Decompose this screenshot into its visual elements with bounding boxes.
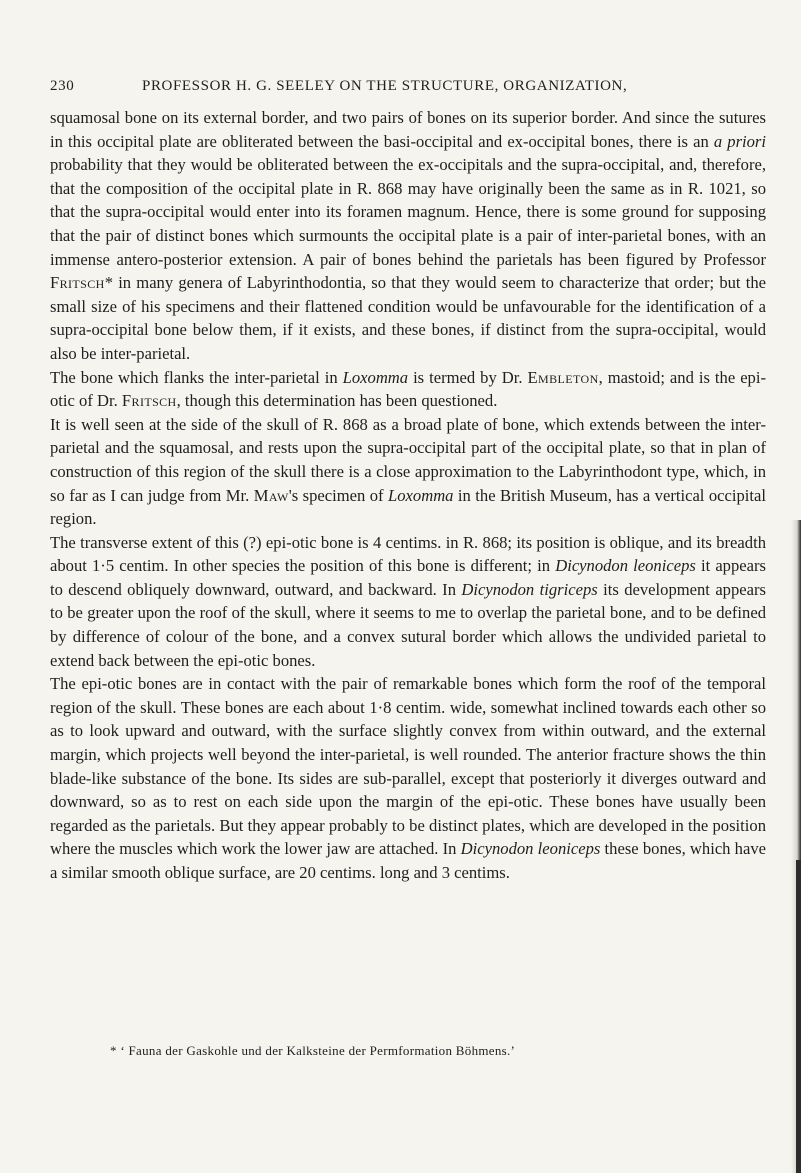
small-caps-name: Fritsch	[121, 391, 177, 411]
italic-text: Dicynodon tigriceps	[461, 579, 598, 599]
text-run: these bones, which have a similar smooth oblique surface, are 20 centims. long and 3 centims.	[50, 839, 767, 882]
paragraph	[50, 672, 766, 884]
italic-text: Dicynodon leoniceps	[460, 839, 601, 859]
italic-text: a priori	[713, 131, 766, 151]
text-run: it appears to descend obliquely downward, outward, and backward. In	[50, 556, 766, 599]
small-caps-name: Embleton	[527, 367, 599, 387]
paragraph	[50, 106, 766, 366]
text-run: It is well seen at the side of the skull of R. 868 as a broad plate of bone, which extends between the inter-parietal and the squamosal, and rests upon the supra-occipital part of the occipital plate, so that in plan of construction of this region of the skull there is a close approximation to the Labyrinthodont type, which, in so far as I can judge from Mr.	[50, 414, 766, 505]
small-caps-name: Fritsch	[50, 273, 105, 293]
text-run: The bone which flanks the inter-parietal in	[50, 367, 343, 387]
page-number: 230	[50, 78, 75, 94]
text-run: , though this determination has been questioned.	[176, 391, 498, 411]
running-title: PROFESSOR H. G. SEELEY ON THE STRUCTURE, ORGANIZATION,	[142, 78, 628, 94]
text-run: The transverse extent of this (?) epi-otic bone is 4 centims. in R. 868; its position is oblique, and its breadth about 1·5 centim. In other species the position of this bone is different; in	[50, 532, 766, 576]
binding-edge	[796, 860, 801, 1173]
text-run: , mastoid; and is the epi-otic of Dr.	[50, 367, 766, 411]
text-run: 's specimen of	[288, 485, 389, 505]
paragraph	[50, 366, 766, 413]
italic-text: Loxomma	[388, 485, 454, 505]
body-text	[50, 106, 766, 885]
footnote: * ‘ Fauna der Gaskohle und der Kalksteine der Permformation Böhmens.’	[110, 1043, 516, 1058]
text-run: in the British Museum, has a vertical occipital region.	[50, 485, 766, 529]
italic-text: Dicynodon leoniceps	[555, 556, 696, 576]
text-run: its development appears to be greater upon the roof of the skull, where it seems to me to overlap the parietal bone, and to be defined by difference of colour of the bone, and a convex sutural border which allows the undivided parietal to extend back between the epi-otic bones.	[50, 579, 766, 670]
text-run: probability that they would be obliterated between the ex-occipitals and the supra-occipital, and, therefore, that the composition of the occipital plate in R. 868 may have originally been the same as in R. 1021, so that the supra-occipital would enter into its foramen magnum. Hence, there is some ground for supposing that the pair of distinct bones which surmounts the occipital plate is a pair of inter-parietal bones, with an immense antero-posterior extension. A pair of bones behind the parietals has been figured by Professor	[50, 155, 766, 269]
running-header	[50, 78, 770, 95]
text-run: The epi-otic bones are in contact with the pair of remarkable bones which form the roof of the temporal region of the skull. These bones are each about 1·8 centim. wide, somewhat inclined towards each other so as to look upward and outward, with the surface slightly convex from within outward, and the external margin, which projects well beyond the inter-parietal, is well rounded. The anterior fracture shows the thin blade-like substance of the bone. Its sides are sub-parallel, except that posteriorly it diverges outward and downward, so as to rest on each side upon the margin of the epi-otic. These bones have usually been regarded as the parietals. But they appear probably to be distinct plates, which are developed in the position where the muscles which work the lower jaw are attached. In	[50, 674, 766, 859]
italic-text: Loxomma	[342, 367, 409, 387]
paragraph	[50, 413, 766, 531]
paragraph	[50, 531, 766, 673]
small-caps-name: Maw	[253, 485, 289, 505]
text-run: * in many genera of Labyrinthodontia, so that they would seem to characterize that order; but the small size of his specimens and their flattened condition would be unfavourable for the identification of a supra-occipital bone below them, if it exists, and these bones, if distinct from the supra-occipital, would also be inter-parietal.	[50, 273, 766, 363]
text-run: squamosal bone on its external border, and two pairs of bones on its superior border. And since the sutures in this occipital plate are obliterated between the basi-occipital and ex-occipital bones, there is an	[50, 108, 766, 151]
text-run: is termed by Dr.	[408, 367, 528, 387]
